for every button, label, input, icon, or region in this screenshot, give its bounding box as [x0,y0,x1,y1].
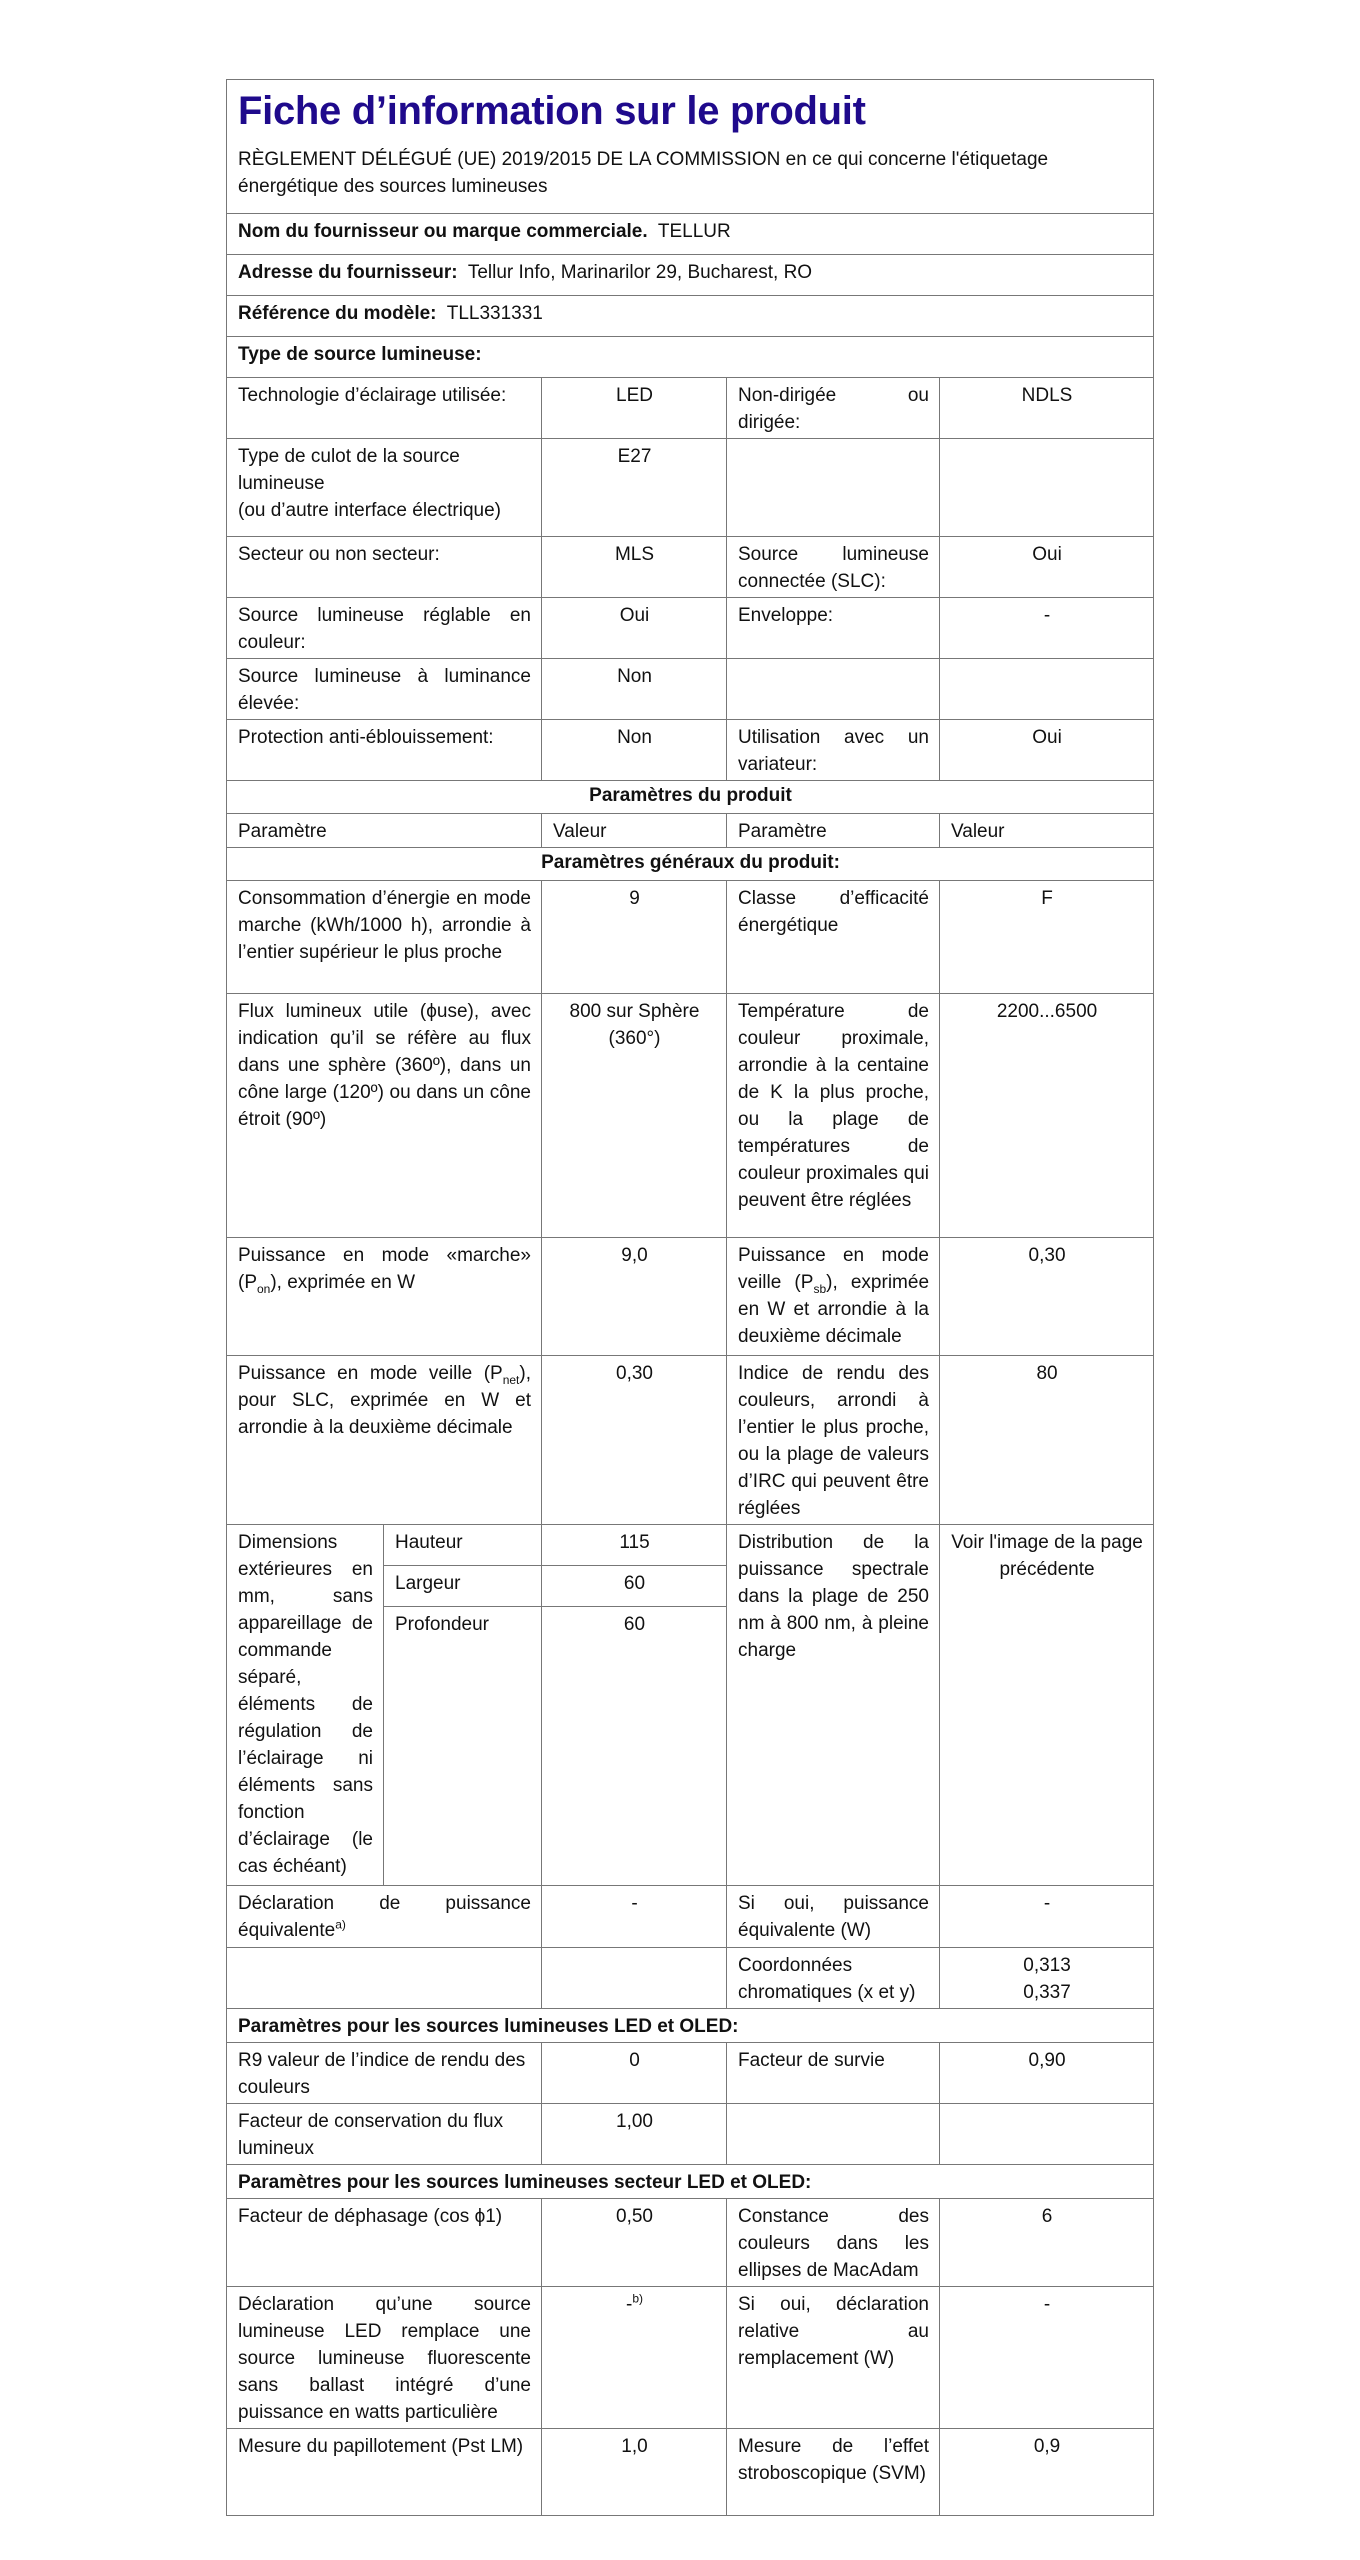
footnote-marker: b) [632,2291,643,2306]
cell-text: Secteur ou non secteur: [238,544,440,565]
table-cell [542,881,727,994]
cell-text: Profondeur [395,1614,490,1635]
table-cell [227,337,1154,378]
table-row [227,1356,1154,1525]
table-cell [227,2009,1154,2043]
cell-text: 0,30 [1028,1245,1066,1266]
cell-text: E27 [617,446,652,467]
cell-text: - [1043,605,1051,626]
table-cell [542,439,727,537]
table-cell [727,2043,940,2104]
table-cell [227,781,1154,814]
cell-text: Source lumineuse connectée (SLC): [738,544,935,592]
table-cell [542,2043,727,2104]
table-cell [542,2287,727,2429]
table-cell [940,1886,1154,1948]
table-cell [727,378,940,439]
table-cell [227,2104,542,2165]
regulation-text: RÈGLEMENT DÉLÉGUÉ (UE) 2019/2015 DE LA COMMISSION en ce qui concerne l'étiquetage énergétique des sources lumineuses [238,149,1049,197]
cell-text: Utilisation avec un variateur: [738,727,935,775]
table-row [227,439,1154,537]
table-cell [227,2287,542,2429]
table-cell [227,2429,542,2516]
table-row [227,337,1154,378]
page-title: Fiche d’information sur le produit [238,89,866,133]
table-row [227,1525,1154,1566]
cell-text: TLL331331 [436,303,543,324]
cell-text: - [1043,2294,1051,2315]
cell-text: (ou d’autre interface électrique) [238,500,501,521]
cell-text: 60 [623,1614,646,1635]
cell-text: 0,337 [1023,1982,1071,2003]
table-cell [542,2199,727,2287]
cell-text: Tellur Info, Marinarilor 29, Bucharest, RO [457,262,813,283]
table-cell [727,537,940,598]
cell-text: Type de source lumineuse: [238,344,482,365]
cell-text: Valeur [553,821,607,842]
cell-text: Voir l'image de la page précédente [951,1532,1149,1580]
cell-text: NDLS [1021,385,1073,406]
cell-text: Oui [1032,544,1062,565]
cell-text: Non-dirigée ou dirigée: [738,385,935,433]
table-row [227,781,1154,814]
table-row [227,881,1154,994]
table-cell [727,720,940,781]
table-cell [227,378,542,439]
table-cell [227,214,1154,255]
table-cell [940,2429,1154,2516]
table-cell [727,659,940,720]
cell-text: 60 [623,1573,646,1594]
cell-text: ), pour SLC, exprimée en W et arrondie à la deuxième décimale [238,1363,537,1438]
table-cell [542,598,727,659]
table-cell [227,1948,542,2009]
table-cell [727,2287,940,2429]
table-row [227,994,1154,1238]
table-cell [227,2199,542,2287]
footnote-marker: a) [335,1917,346,1932]
cell-text: ), exprimée en W et arrondie à la deuxième décimale [738,1272,935,1347]
table-cell [940,994,1154,1238]
table-cell [227,848,1154,881]
field-label: Nom du fournisseur ou marque commerciale. [238,221,648,242]
cell-text: Si oui, puissance équivalente (W) [738,1893,935,1941]
table-cell [384,1607,542,1886]
table-cell [227,881,542,994]
table-cell [384,1525,542,1566]
table-cell [727,1238,940,1356]
table-cell [727,994,940,1238]
table-cell [542,1566,727,1607]
cell-text: Valeur [951,821,1005,842]
cell-text: ), exprimée en W [270,1272,416,1293]
table-cell [940,1356,1154,1525]
table-cell [227,537,542,598]
table-cell [227,1525,384,1886]
cell-text: Déclaration de puissance équivalente [238,1893,537,1941]
table-cell [227,994,542,1238]
cell-text: Facteur de conservation du flux lumineux [238,2111,509,2159]
cell-text: F [1041,888,1053,909]
cell-text: LED [616,385,653,406]
subscript: sb [813,1281,827,1296]
table-cell [227,1886,542,1948]
table-cell [727,1948,940,2009]
table-cell [542,1525,727,1566]
table-cell [227,296,1154,337]
table-cell [542,1356,727,1525]
cell-text: Puissance en mode veille (P [738,1245,935,1293]
table-row [227,214,1154,255]
cell-text: Type de culot de la source lumineuse [238,446,466,494]
cell-text: Constance des couleurs dans les ellipses de MacAdam [738,2206,935,2281]
table-cell [940,1525,1154,1886]
cell-text: 0,30 [616,1363,653,1384]
field-label: Référence du modèle: [238,303,437,324]
table-row [227,255,1154,296]
table-cell [542,1948,727,2009]
table-cell [940,598,1154,659]
table-cell [227,439,542,537]
cell-text: Hauteur [395,1532,463,1553]
cell-text: Classe d’efficacité énergétique [738,888,935,936]
table-row [227,1238,1154,1356]
cell-text: Si oui, déclaration relative au remplacement (W) [738,2294,935,2369]
table-cell [727,881,940,994]
cell-text: Oui [1032,727,1062,748]
cell-text: 0,90 [1028,2050,1066,2071]
cell-text: Coordonnées chromatiques (x et y) [738,1955,916,2003]
cell-text: Puissance en mode veille (P [238,1363,503,1384]
table-cell [542,720,727,781]
cell-text: - [1043,1893,1051,1914]
table-cell [542,1607,727,1886]
table-row [227,296,1154,337]
cell-text: 6 [1041,2206,1053,2227]
table-row [227,848,1154,881]
table-cell [542,537,727,598]
cell-text: 9 [629,888,640,909]
table-cell [227,659,542,720]
cell-text: Mesure du papillotement (Pst LM) [238,2436,524,2457]
cell-text: 0 [629,2050,640,2071]
table-row [227,378,1154,439]
table-cell [227,814,542,848]
cell-text: 80 [1036,1363,1058,1384]
table-cell [727,1525,940,1886]
table-cell [940,378,1154,439]
table-cell [542,2429,727,2516]
table-cell [727,814,940,848]
cell-text: Paramètres pour les sources lumineuses LED et OLED: [238,2016,739,2037]
table-cell [542,2104,727,2165]
table-row [227,814,1154,848]
cell-text: 115 [619,1532,650,1553]
cell-text: Mesure de l’effet stroboscopique (SVM) [738,2436,935,2484]
cell-text: Largeur [395,1573,461,1594]
table-row [227,2287,1154,2429]
table-cell [542,378,727,439]
table-row [227,659,1154,720]
cell-text: Non [617,666,652,687]
table-cell [727,1886,940,1948]
table-row [227,2009,1154,2043]
table-cell [940,2104,1154,2165]
table-cell [227,2043,542,2104]
cell-text: 1,0 [621,2436,648,2457]
table-cell [227,2165,1154,2199]
cell-text: Source lumineuse réglable en couleur: [238,605,537,653]
cell-text: Paramètres pour les sources lumineuses secteur LED et OLED: [238,2172,812,2193]
table-row [227,2043,1154,2104]
table-cell [940,720,1154,781]
table-cell [227,1356,542,1525]
table-cell [542,659,727,720]
cell-text: Paramètre [738,821,827,842]
cell-text: R9 valeur de l’indice de rendu des couleurs [238,2050,531,2098]
cell-text: Distribution de la puissance spectrale dans la plage de 250 nm à 800 nm, à pleine charge [738,1532,935,1661]
cell-text: Technologie d’éclairage utilisée: [238,385,507,406]
header-row [227,80,1154,214]
cell-text: - [626,2294,633,2315]
table-cell [227,1238,542,1356]
cell-text: Paramètres du produit [589,785,792,806]
header-cell [227,80,1154,214]
cell-text: Indice de rendu des couleurs, arrondi à l’entier le plus proche, ou la plage de valeurs d’IRC qui peuvent être réglées [738,1363,935,1519]
table-cell [940,814,1154,848]
cell-text: 1,00 [616,2111,653,2132]
cell-text: - [631,1893,638,1914]
table-cell [727,1356,940,1525]
cell-text: Facteur de déphasage (cos ϕ1) [238,2206,503,2227]
cell-text: 0,50 [616,2206,653,2227]
cell-text: Source lumineuse à luminance élevée: [238,666,537,714]
cell-text: Puissance en mode «marche» (P [238,1245,537,1293]
table-row [227,2429,1154,2516]
table-row [227,1886,1154,1948]
table-cell [940,439,1154,537]
table-cell [940,2287,1154,2429]
cell-text: TELLUR [647,221,731,242]
table-cell [940,537,1154,598]
cell-text: Dimensions extérieures en mm, sans appareillage de commande séparé, éléments de régulation de l’éclairage ni éléments sans fonction d’éclairage (le cas échéant) [238,1532,379,1877]
table-row [227,2104,1154,2165]
subscript: on [257,1281,271,1296]
table-cell [227,598,542,659]
cell-text: Température de couleur proximale, arrondie à la centaine de K la plus proche, ou la plage de températures de couleur proximales qui peuvent être réglées [738,1001,935,1211]
cell-text: Enveloppe: [738,605,834,626]
table-row [227,720,1154,781]
cell-text: Oui [619,605,650,626]
table-cell [940,2199,1154,2287]
table-cell [542,814,727,848]
cell-text: Flux lumineux utile (ϕuse), avec indication qu’il se réfère au flux dans une sphère (360º), dans un cône large (120º) ou dans un cône étroit (90º) [238,1001,537,1130]
table-row [227,598,1154,659]
table-row [227,537,1154,598]
table-cell [727,2104,940,2165]
field-label: Adresse du fournisseur: [238,262,458,283]
table-cell [542,1886,727,1948]
table-cell [940,1238,1154,1356]
cell-text: Protection anti-éblouissement: [238,727,494,748]
table-cell [727,439,940,537]
table-cell [940,2043,1154,2104]
cell-text: 0,9 [1033,2436,1061,2457]
table-cell [727,2199,940,2287]
table-row [227,2199,1154,2287]
cell-text: 0,313 [1023,1955,1071,1976]
cell-text: Consommation d’énergie en mode marche (kWh/1000 h), arrondie à l’entier supérieur le plus proche [238,888,537,963]
cell-text: 800 sur Sphère (360°) [569,1001,705,1049]
cell-text: Paramètres généraux du produit: [541,852,840,873]
table-cell [384,1566,542,1607]
table-cell [727,2429,940,2516]
subscript: net [502,1372,520,1387]
cell-text: MLS [614,544,655,565]
table-cell [727,598,940,659]
cell-text: Déclaration qu’une source lumineuse LED remplace une source lumineuse fluorescente sans ballast intégré d’une puissance en watts particulière [238,2294,537,2423]
cell-text: Non [617,727,652,748]
table-cell [940,659,1154,720]
table-row [227,2165,1154,2199]
product-information-sheet [226,79,1154,2516]
table-cell [542,994,727,1238]
table-cell [542,1238,727,1356]
cell-text: 9,0 [621,1245,648,1266]
cell-text: Facteur de survie [738,2050,885,2071]
table-cell [940,1948,1154,2009]
table-cell [227,255,1154,296]
cell-text: Paramètre [238,821,327,842]
table-cell [227,720,542,781]
cell-text: 2200...6500 [996,1001,1098,1022]
table-cell [940,881,1154,994]
table-row [227,1948,1154,2009]
